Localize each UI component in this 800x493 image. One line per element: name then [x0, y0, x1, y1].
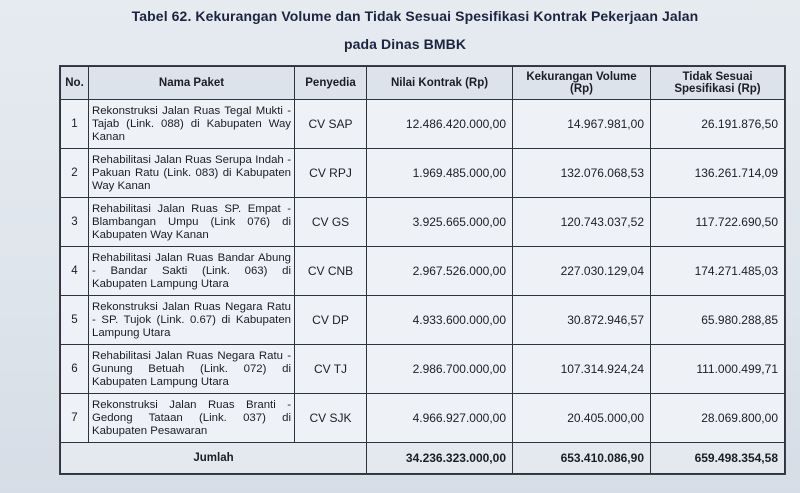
cell-contract-value: 1.969.485.000,00	[367, 149, 513, 198]
cell-no: 2	[61, 149, 89, 198]
cell-volume-shortfall: 107.314.924,24	[513, 345, 651, 394]
cell-nonconformity: 111.000.499,71	[651, 345, 785, 394]
cell-provider: CV SJK	[295, 394, 367, 443]
total-row	[61, 443, 785, 474]
table-row	[61, 198, 785, 247]
header-nonconformity: Tidak Sesuai Spesifikasi (Rp)	[651, 67, 785, 100]
cell-contract-value: 2.986.700.000,00	[367, 345, 513, 394]
table-row	[61, 296, 785, 345]
cell-nonconformity: 136.261.714,09	[651, 149, 785, 198]
table-row	[61, 345, 785, 394]
cell-package-name: Rehabilitasi Jalan Ruas Bandar Abung - Bandar Sakti (Link. 063) di Kabupaten Lampung Utara	[89, 247, 295, 296]
cell-contract-value: 4.933.600.000,00	[367, 296, 513, 345]
cell-contract-value: 3.925.665.000,00	[367, 198, 513, 247]
cell-nonconformity: 26.191.876,50	[651, 100, 785, 149]
cell-nonconformity: 174.271.485,03	[651, 247, 785, 296]
table-row	[61, 394, 785, 443]
cell-volume-shortfall: 120.743.037,52	[513, 198, 651, 247]
cell-no: 5	[61, 296, 89, 345]
total-label: Jumlah	[61, 443, 367, 474]
total-volume-shortfall: 653.410.086,90	[513, 443, 651, 474]
table-row	[61, 149, 785, 198]
table-subtitle: pada Dinas BMBK	[343, 36, 467, 52]
table-row	[61, 100, 785, 149]
cell-provider: CV GS	[295, 198, 367, 247]
cell-contract-value: 12.486.420.000,00	[367, 100, 513, 149]
cell-provider: CV RPJ	[295, 149, 367, 198]
cell-package-name: Rehabilitasi Jalan Ruas SP. Empat - Blambangan Umpu (Link 076) di Kabupaten Way Kanan	[89, 198, 295, 247]
cell-nonconformity: 28.069.800,00	[651, 394, 785, 443]
data-table	[60, 66, 785, 474]
cell-no: 6	[61, 345, 89, 394]
cell-nonconformity: 65.980.288,85	[651, 296, 785, 345]
cell-provider: CV TJ	[295, 345, 367, 394]
cell-volume-shortfall: 20.405.000,00	[513, 394, 651, 443]
table-row	[61, 247, 785, 296]
header-no: No.	[61, 67, 89, 100]
cell-no: 7	[61, 394, 89, 443]
cell-contract-value: 2.967.526.000,00	[367, 247, 513, 296]
cell-no: 3	[61, 198, 89, 247]
total-contract-value: 34.236.323.000,00	[367, 443, 513, 474]
total-nonconformity: 659.498.354,58	[651, 443, 785, 474]
cell-volume-shortfall: 14.967.981,00	[513, 100, 651, 149]
header-name: Nama Paket	[89, 67, 295, 100]
cell-provider: CV DP	[295, 296, 367, 345]
header-provider: Penyedia	[295, 67, 367, 100]
cell-nonconformity: 117.722.690,50	[651, 198, 785, 247]
header-volume-shortfall: Kekurangan Volume (Rp)	[513, 67, 651, 100]
cell-volume-shortfall: 30.872.946,57	[513, 296, 651, 345]
cell-no: 1	[61, 100, 89, 149]
table-title: Tabel 62. Kekurangan Volume dan Tidak Sesuai Spesifikasi Kontrak Pekerjaan Jalan	[131, 8, 699, 24]
cell-provider: CV SAP	[295, 100, 367, 149]
cell-volume-shortfall: 132.076.068,53	[513, 149, 651, 198]
cell-package-name: Rekonstruksi Jalan Ruas Negara Ratu - SP. Tujok (Link. 0.67) di Kabupaten Lampung Utara	[89, 296, 295, 345]
cell-package-name: Rekonstruksi Jalan Ruas Tegal Mukti - Tajab (Link. 088) di Kabupaten Way Kanan	[89, 100, 295, 149]
header-contract-value: Nilai Kontrak (Rp)	[367, 67, 513, 100]
cell-package-name: Rehabilitasi Jalan Ruas Serupa Indah - Pakuan Ratu (Link. 083) di Kabupaten Way Kanan	[89, 149, 295, 198]
cell-contract-value: 4.966.927.000,00	[367, 394, 513, 443]
cell-provider: CV CNB	[295, 247, 367, 296]
cell-no: 4	[61, 247, 89, 296]
cell-package-name: Rehabilitasi Jalan Ruas Negara Ratu - Gunung Betuah (Link. 072) di Kabupaten Lampung Utara	[89, 345, 295, 394]
table-header-row	[61, 67, 785, 100]
cell-package-name: Rekonstruksi Jalan Ruas Branti - Gedong Tataan (Link. 037) di Kabupaten Pesawaran	[89, 394, 295, 443]
cell-volume-shortfall: 227.030.129,04	[513, 247, 651, 296]
